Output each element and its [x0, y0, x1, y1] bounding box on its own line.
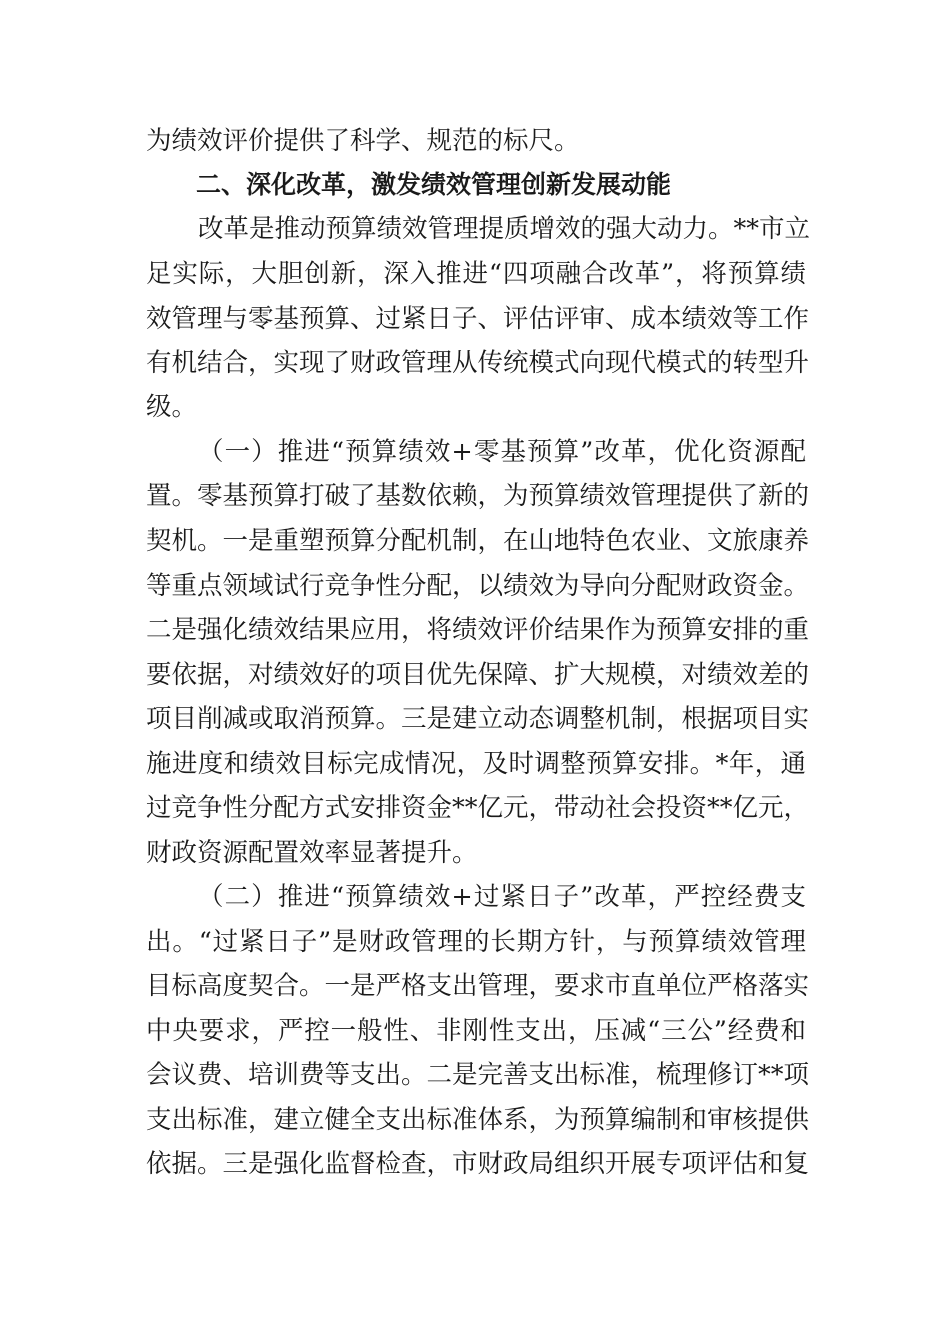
subsection-2-line-1: （二）推进“预算绩效+过紧日子”改革，严控经费支 — [198, 882, 806, 912]
subsection-1-line-9: 过竞争性分配方式安排资金**亿元，带动社会投资**亿元， — [146, 793, 810, 823]
subsection-1-line-3: 契机。一是重塑预算分配机制，在山地特色农业、文旅康养 — [146, 526, 810, 556]
subsection-2-line-2: 出。“过紧日子”是财政管理的长期方针，与预算绩效管理 — [146, 927, 806, 957]
subsection-1-line-8: 施进度和绩效目标完成情况，及时调整预算安排。*年，通 — [146, 749, 806, 779]
paragraph-line-1: 为绩效评价提供了科学、规范的标尺。 — [146, 126, 580, 156]
subsection-1-line-4: 等重点领域试行竞争性分配，以绩效为导向分配财政资金。 — [146, 571, 810, 601]
subsection-2-line-6: 支出标准，建立健全支出标准体系，为预算编制和审核提供 — [146, 1105, 810, 1135]
subsection-2-line-7: 依据。三是强化监督检查，市财政局组织开展专项评估和复 — [146, 1149, 810, 1179]
subsection-1-line-5: 二是强化绩效结果应用，将绩效评价结果作为预算安排的重 — [146, 615, 810, 645]
subsection-1-line-1: （一）推进“预算绩效+零基预算”改革，优化资源配 — [198, 437, 806, 467]
subsection-2-line-4: 中央要求，严控一般性、非刚性支出，压减“三公”经费和 — [146, 1016, 806, 1046]
paragraph-line-3: 改革是推动预算绩效管理提质增效的强大动力。**市立 — [198, 214, 811, 244]
subsection-1-line-6: 要依据，对绩效好的项目优先保障、扩大规模，对绩效差的 — [146, 660, 810, 690]
section-heading: 二、深化改革，激发绩效管理创新发展动能 — [196, 170, 672, 199]
subsection-1-line-7: 项目削减或取消预算。三是建立动态调整机制，根据项目实 — [146, 704, 810, 734]
paragraph-line-4: 足实际，大胆创新，深入推进“四项融合改革”，将预算绩 — [146, 259, 806, 289]
paragraph-line-7: 级。 — [146, 392, 198, 422]
subsection-2-line-5: 会议费、培训费等支出。二是完善支出标准，梳理修订**项 — [146, 1060, 810, 1090]
subsection-1-line-10: 财政资源配置效率显著提升。 — [146, 838, 478, 868]
subsection-2-line-3: 目标高度契合。一是严格支出管理，要求市直单位严格落实 — [146, 971, 810, 1001]
paragraph-line-5: 效管理与零基预算、过紧日子、评估评审、成本绩效等工作 — [146, 304, 810, 334]
paragraph-line-6: 有机结合，实现了财政管理从传统模式向现代模式的转型升 — [146, 348, 810, 378]
subsection-1-line-2: 置。零基预算打破了基数依赖，为预算绩效管理提供了新的 — [146, 481, 810, 511]
